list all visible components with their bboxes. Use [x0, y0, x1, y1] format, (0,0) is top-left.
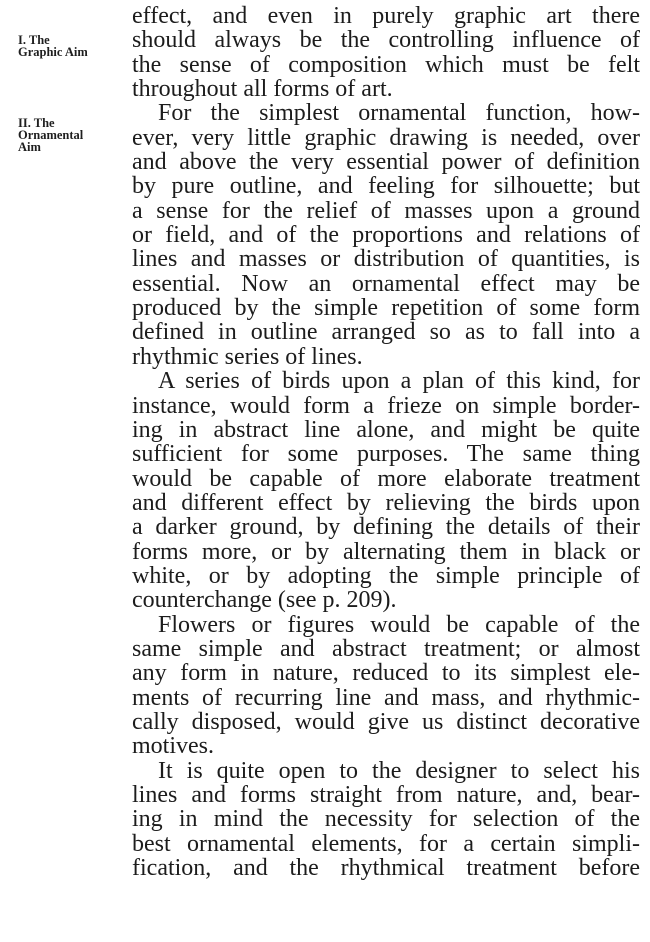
text-line: and different effect by relieving the birds upon: [132, 489, 640, 516]
margin-note-line: Aim: [18, 140, 41, 154]
text-line: by pure outline, and feeling for silhouette; but: [132, 173, 640, 200]
text-line: sufficient for some purposes. The same thing: [132, 441, 640, 468]
text-line: effect, and even in purely graphic art there: [132, 3, 640, 29]
text-line: produced by the simple repetition of some form: [132, 295, 640, 322]
margin-note-line: I. The: [18, 33, 50, 47]
margin-note-graphic-aim: [18, 34, 128, 58]
text-line: lines and masses or distribution of quantities, is: [132, 246, 640, 273]
text-line: ments of recurring line and mass, and rhythmic-: [132, 684, 640, 711]
text-line: lines and forms straight from nature, and, bear-: [132, 782, 640, 808]
text-line: A series of birds upon a plan of this kind, for: [158, 368, 640, 395]
margin-note-line: II. The: [18, 116, 55, 130]
text-line: the sense of composition which must be felt: [132, 51, 640, 78]
text-line: Flowers or figures would be capable of the: [158, 611, 640, 638]
text-line: any form in nature, reduced to its simplest ele-: [132, 660, 640, 687]
text-line: a darker ground, by defining the details of their: [132, 514, 640, 541]
body-text: [132, 4, 640, 880]
text-line: cally disposed, would give us distinct decorative: [132, 708, 640, 735]
text-line: white, or by adopting the simple principle of: [132, 562, 640, 589]
text-line: counterchange (see p. 209).: [132, 587, 397, 614]
text-line: should always be the controlling influence of: [132, 27, 640, 54]
text-line: ever, very little graphic drawing is needed, over: [132, 124, 640, 151]
margin-note-ornamental-aim: [18, 117, 128, 153]
text-line: fication, and the rhythmical treatment before: [132, 855, 640, 882]
text-line: essential. Now an ornamental effect may be: [132, 270, 640, 297]
text-line: forms more, or by alternating them in black or: [132, 538, 640, 565]
text-line: instance, would form a frieze on simple border-: [132, 392, 640, 419]
text-line: and above the very essential power of definition: [132, 149, 640, 176]
text-line: It is quite open to the designer to select his: [158, 757, 640, 784]
text-line: best ornamental elements, for a certain simpli-: [132, 830, 640, 857]
margin-note-line: Ornamental: [18, 128, 84, 142]
text-line: rhythmic series of lines.: [132, 343, 363, 370]
text-line: or field, and of the proportions and relations of: [132, 222, 640, 249]
text-line: throughout all forms of art.: [132, 76, 393, 103]
text-line: motives.: [132, 733, 214, 760]
text-line: same simple and abstract treatment; or almost: [132, 635, 640, 662]
text-line: would be capable of more elaborate treatment: [132, 465, 640, 492]
text-line: ing in mind the necessity for selection of the: [132, 806, 640, 833]
text-line: For the simplest ornamental function, how-: [158, 100, 640, 127]
margin-note-line: Graphic Aim: [18, 45, 88, 59]
text-line: defined in outline arranged so as to fall into a: [132, 319, 640, 346]
text-line: ing in abstract line alone, and might be quite: [132, 416, 640, 443]
text-line: a sense for the relief of masses upon a ground: [132, 197, 640, 224]
